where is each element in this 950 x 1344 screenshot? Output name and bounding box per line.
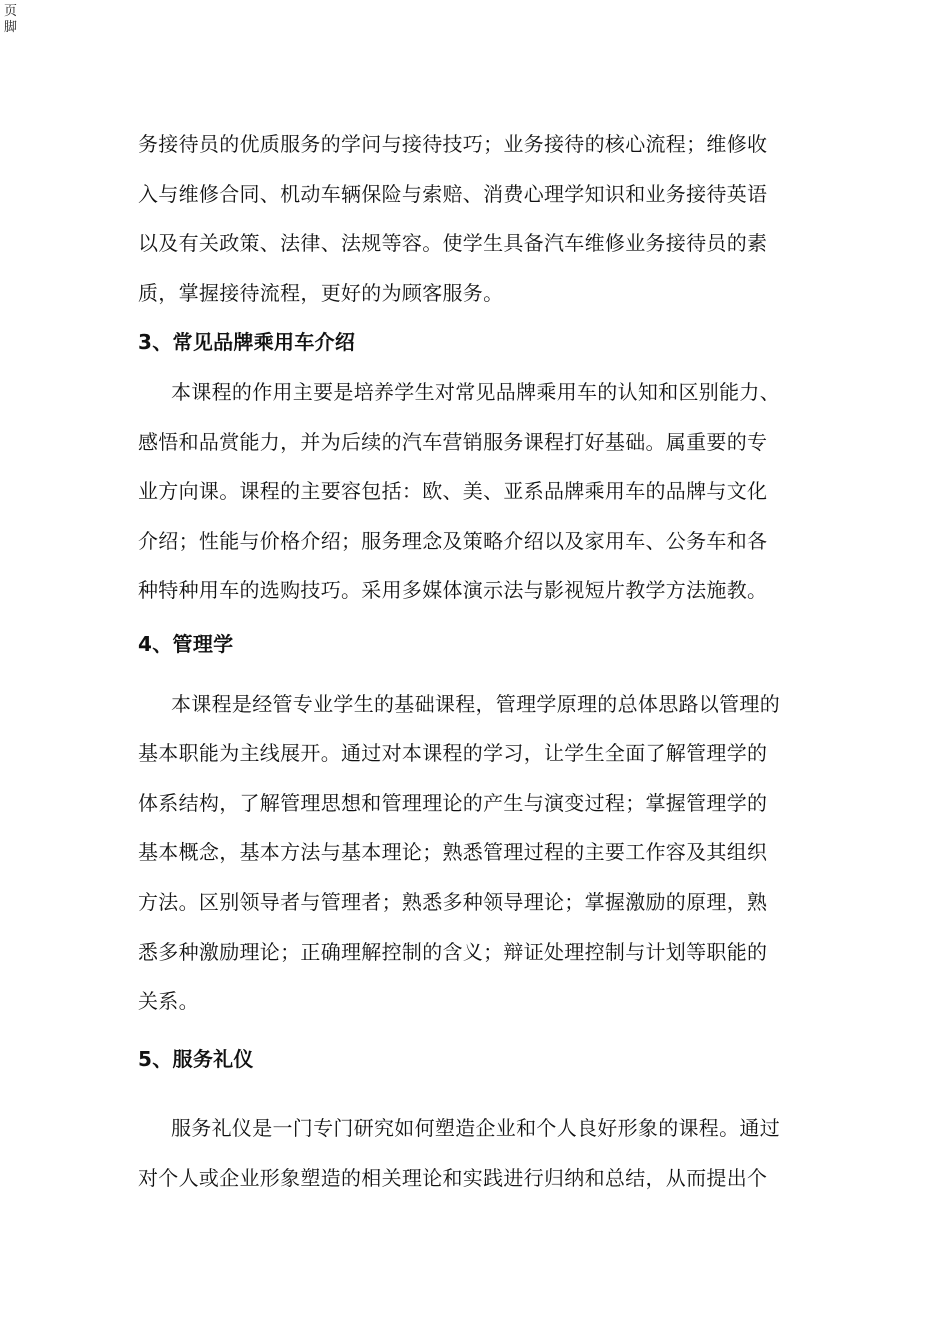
document-body [138,120,823,1203]
text-line: 悉多种激励理论；正确理解控制的含义；辩证处理控制与计划等职能的 [138,939,768,964]
section-5-heading: 5、服务礼仪 [138,1046,254,1071]
section-4-paragraph [138,680,823,1027]
text-line: 质，掌握接待流程，更好的为顾客服务。 [138,280,504,305]
section-5-paragraph [138,1104,823,1203]
text-line: 关系。 [138,989,199,1014]
text-line: 本课程的作用主要是培养学生对常见品牌乘用车的认知和区别能力、 [171,379,780,404]
text-line: 体系结构，了解管理思想和管理理论的产生与演变过程；掌握管理学的 [138,790,768,815]
page-footer-label [4,4,20,36]
text-line: 入与维修合同、机动车辆保险与索赔、消费心理学知识和业务接待英语 [138,181,768,206]
text-line: 基本职能为主线展开。通过对本课程的学习，让学生全面了解管理学的 [138,741,768,766]
text-line: 服务礼仪是一门专门研究如何塑造企业和个人良好形象的课程。通过 [171,1116,780,1141]
text-line: 基本概念，基本方法与基本理论；熟悉管理过程的主要工作容及其组织 [138,840,768,865]
footer-char-1: 页 [4,4,18,19]
footer-char-2: 脚 [4,20,18,35]
section-3-heading: 3、常见品牌乘用车介绍 [138,330,356,355]
text-line: 本课程是经管专业学生的基础课程，管理学原理的总体思路以管理的 [171,691,780,716]
text-line: 种特种用车的选购技巧。采用多媒体演示法与影视短片教学方法施教。 [138,578,768,603]
text-line: 对个人或企业形象塑造的相关理论和实践进行归纳和总结，从而提出个 [138,1165,768,1190]
text-line: 感悟和品赏能力，并为后续的汽车营销服务课程打好基础。属重要的专 [138,429,768,454]
text-line: 务接待员的优质服务的学问与接待技巧；业务接待的核心流程；维修收 [138,132,768,156]
text-line: 介绍；性能与价格介绍；服务理念及策略介绍以及家用车、公务车和各 [138,528,768,553]
text-line: 方法。区别领导者与管理者；熟悉多种领导理论；掌握激励的原理，熟 [138,889,768,914]
text-line: 业方向课。课程的主要容包括：欧、美、亚系品牌乘用车的品牌与文化 [138,479,768,504]
section-3-paragraph [138,368,823,616]
text-line: 以及有关政策、法律、法规等容。使学生具备汽车维修业务接待员的素 [138,231,768,256]
section-4-heading: 4、管理学 [138,631,234,656]
intro-paragraph [138,120,823,318]
